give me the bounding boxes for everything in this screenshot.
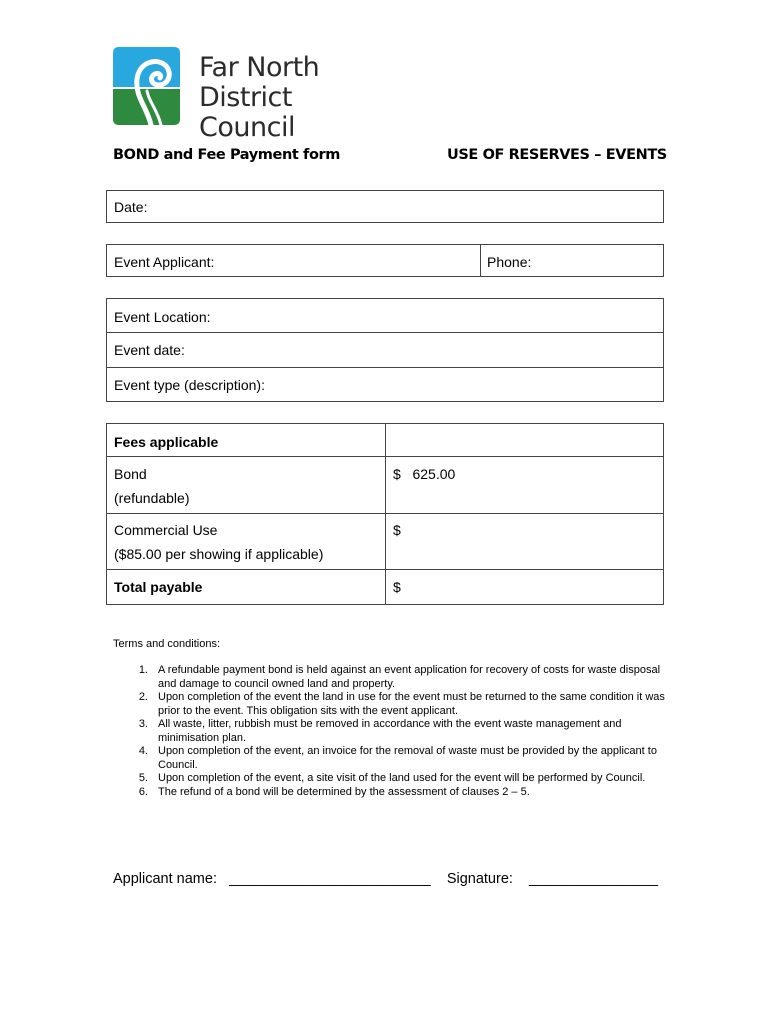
commercial-use-amount-field[interactable]	[386, 514, 663, 569]
total-payable-label: Total payable	[114, 579, 203, 595]
council-name	[199, 53, 353, 143]
applicant-name-line[interactable]: _________________________	[229, 871, 431, 887]
event-details-table	[106, 298, 664, 402]
term-text: A refundable payment bond is held against an event application for recovery of costs for waste disposal and damage to council owned land and property.	[158, 664, 661, 690]
commercial-use-label: Commercial Use	[114, 522, 218, 538]
term-text: Upon completion of the event, an invoice for the removal of waste must be provided by the applicant to Council.	[158, 745, 657, 771]
total-payable-amount-field[interactable]	[386, 570, 663, 604]
divider	[107, 456, 663, 457]
event-type-label: Event type (description):	[114, 377, 265, 393]
term-number: 5.	[138, 772, 148, 784]
council-name-line2: District Council	[199, 82, 295, 143]
total-payable-value: $	[393, 579, 401, 595]
term-text: Upon completion of the event the land in use for the event must be returned to the same condition it was prior to the event. This obligation sits with the event applicant.	[158, 691, 665, 717]
terms-heading: Terms and conditions:	[113, 638, 220, 650]
phone-field[interactable]	[481, 245, 663, 276]
date-field[interactable]	[106, 190, 664, 223]
applicant-field[interactable]	[107, 245, 480, 276]
list-item	[113, 772, 673, 786]
applicant-label: Event Applicant:	[114, 254, 215, 270]
term-number: 3.	[138, 718, 148, 730]
event-date-label: Event date:	[114, 342, 185, 358]
bond-value: $ 625.00	[393, 466, 456, 482]
list-item	[113, 745, 673, 772]
bond-label: Bond	[114, 466, 147, 482]
list-item	[113, 786, 673, 800]
form-subtitle: USE OF RESERVES – EVENTS	[447, 147, 667, 163]
event-type-field[interactable]	[107, 368, 663, 401]
terms-list	[113, 664, 673, 799]
event-date-field[interactable]	[107, 333, 663, 368]
fees-heading: Fees applicable	[114, 434, 219, 450]
term-number: 4.	[138, 745, 148, 757]
term-number: 6.	[138, 785, 148, 798]
list-item	[113, 691, 673, 718]
event-location-label: Event Location:	[114, 309, 211, 325]
date-label: Date:	[114, 199, 148, 215]
fees-table	[106, 423, 664, 605]
signature-row	[113, 871, 658, 887]
term-text: The refund of a bond will be determined by the assessment of clauses 2 – 5.	[158, 785, 530, 798]
council-logo-mark-icon	[113, 47, 180, 125]
list-item	[113, 718, 673, 745]
term-number: 2.	[138, 691, 148, 703]
signature-line[interactable]: ________________	[529, 871, 659, 887]
list-item	[113, 664, 673, 691]
bond-note: (refundable)	[114, 490, 190, 506]
term-number: 1.	[138, 664, 148, 676]
commercial-use-note: ($85.00 per showing if applicable)	[114, 546, 324, 562]
term-text: Upon completion of the event, a site visit of the land used for the event will be performed by Council.	[158, 772, 646, 784]
signature-label: Signature:	[446, 871, 513, 887]
event-location-field[interactable]	[107, 299, 663, 333]
commercial-use-value: $	[393, 522, 401, 538]
applicant-name-label: Applicant name:	[113, 871, 217, 887]
applicant-row	[106, 244, 664, 277]
council-logo	[113, 47, 353, 143]
term-text: All waste, litter, rubbish must be removed in accordance with the event waste management and minimisation plan.	[158, 718, 622, 744]
phone-label: Phone:	[487, 254, 532, 270]
council-name-line1: Far North	[199, 52, 320, 83]
form-title: BOND and Fee Payment form	[113, 147, 340, 163]
